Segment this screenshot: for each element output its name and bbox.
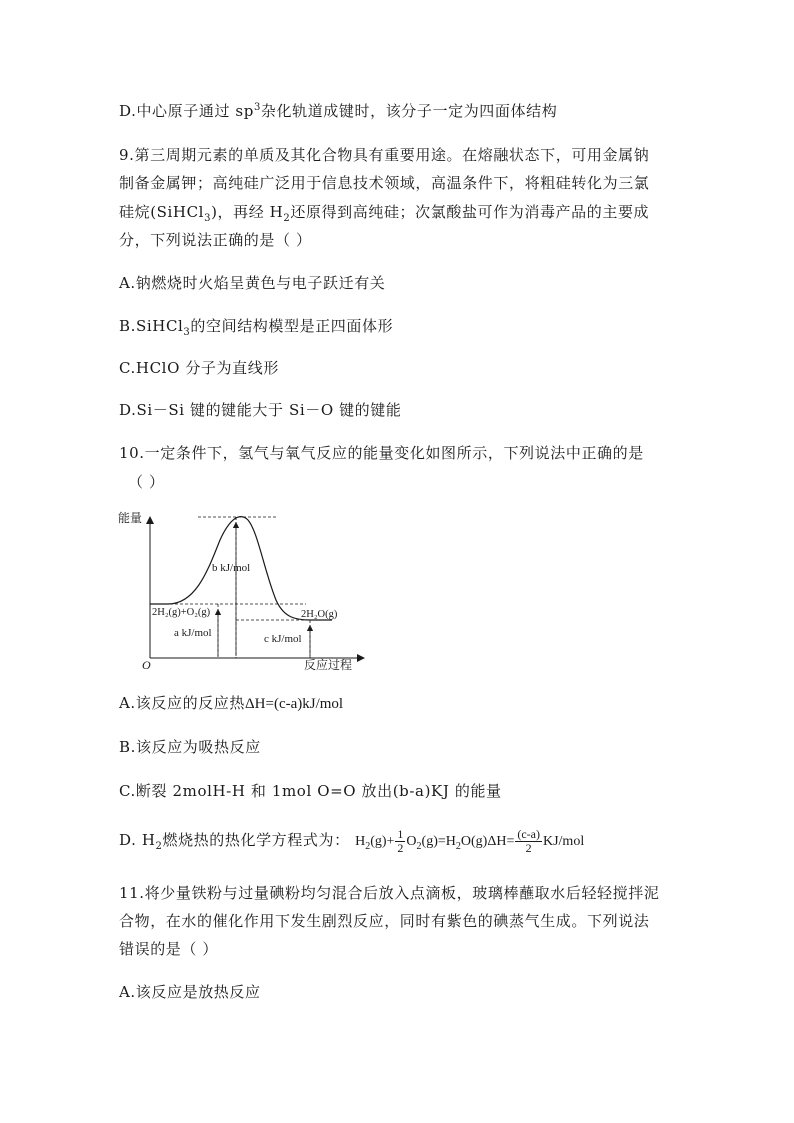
eq-part: (g)+ (370, 834, 395, 849)
x-axis-label: 反应过程 (304, 658, 353, 672)
fraction-delta: $\frac{(c-a)}{2}$ (517, 827, 540, 856)
thermochemical-equation: $H_2(g)+$ $\frac{1}{2}$ $O_2(g)=H_2O(g)\Delta H=$ $\frac{(c-a)}{2}$ KJ/mol (355, 827, 585, 856)
eq-part: O(g)ΔH= (460, 834, 515, 849)
q10-stem-line-2: （ ） (128, 473, 165, 491)
q9-option-d: D.Si－Si 键的键能大于 Si－O 键的键能 (119, 401, 402, 419)
q10-option-d-text-2: 燃烧热的热化学方程式为： (162, 831, 350, 849)
origin-label: O (142, 658, 151, 672)
eq-part: KJ/mol (542, 834, 585, 849)
q9-stem-line-4: 分，下列说法正确的是（ ） (119, 231, 312, 249)
q11-stem-line-1: 11.将少量铁粉与过量碘粉均匀混合后放入点滴板，玻璃棒蘸取水后轻轻搅拌泥 (119, 884, 660, 902)
superscript: 3 (253, 102, 261, 113)
q9-text: )，再经 H (211, 203, 284, 221)
q11-option-a: A.该反应是放热反应 (119, 983, 261, 1001)
q10-option-d-text: D. H (119, 831, 156, 849)
b-energy-label: b kJ/mol (212, 562, 251, 574)
q10-option-a-formula: ΔH=(c-a)kJ/mol (245, 696, 344, 712)
q10-option-c: C.断裂 2molH-H 和 1mol O=O 放出(b-a)KJ 的能量 (119, 782, 502, 800)
q9-option-b-text: B.SiHCl (119, 317, 184, 335)
q10-option-b: B.该反应为吸热反应 (119, 738, 261, 756)
fraction-half: $\frac{1}{2}$ (397, 827, 404, 856)
q11-stem-line-3: 错误的是（ ） (119, 940, 218, 958)
q10-stem-line-1: 10.一定条件下，氢气与氧气反应的能量变化如图所示，下列说法中正确的是 (119, 444, 644, 462)
q9-text: 还原得到高纯硅；次氯酸盐可作为消毒产品的主要成 (290, 203, 650, 221)
subscript: 2 (283, 213, 291, 224)
reactants-label: 2H₂(g)+O₂(g) (152, 607, 211, 618)
subscript: 3 (204, 213, 212, 224)
q8-option-d (119, 101, 557, 121)
q10-option-a-text: A.该反应的反应热 (119, 694, 246, 712)
q9-stem-line-2: 制备金属钾；高纯硅广泛用于信息技术领域，高温条件下，将粗硅转化为三氯 (119, 174, 650, 192)
eq-part: (g)=H (421, 834, 456, 849)
products-label: 2H₂O(g) (301, 609, 338, 620)
eq-part: O (406, 834, 417, 849)
subscript: 2 (155, 841, 163, 852)
q9-stem-line-1: 9.第三周期元素的单质及其化合物具有重要用途。在熔融状态下，可用金属钠 (119, 146, 650, 164)
c-energy-label: c kJ/mol (264, 633, 302, 645)
a-energy-label: a kJ/mol (174, 627, 212, 639)
subscript: 3 (183, 327, 191, 338)
q10-option-d (119, 825, 584, 857)
q8-option-d-text-2: 杂化轨道成键时，该分子一定为四面体结构 (260, 102, 558, 120)
q10-option-a (119, 693, 343, 714)
q11-stem-line-2: 合物，在水的催化作用下发生剧烈反应，同时有紫色的碘蒸气生成。下列说法 (119, 912, 650, 930)
q9-option-c: C.HClO 分子为直线形 (119, 359, 279, 377)
eq-part: H (355, 834, 366, 849)
q9-option-b-text-2: 的空间结构模型是正四面体形 (190, 317, 394, 335)
q9-text: 硅烷(SiHCl (119, 203, 205, 221)
q8-option-d-text: D.中心原子通过 sp (119, 102, 254, 120)
q9-option-b (119, 316, 393, 336)
energy-diagram (118, 500, 368, 672)
q9-stem-line-3 (119, 202, 649, 222)
y-axis-label: 能量 (118, 511, 143, 525)
q9-option-a: A.钠燃烧时火焰呈黄色与电子跃迁有关 (119, 274, 386, 292)
